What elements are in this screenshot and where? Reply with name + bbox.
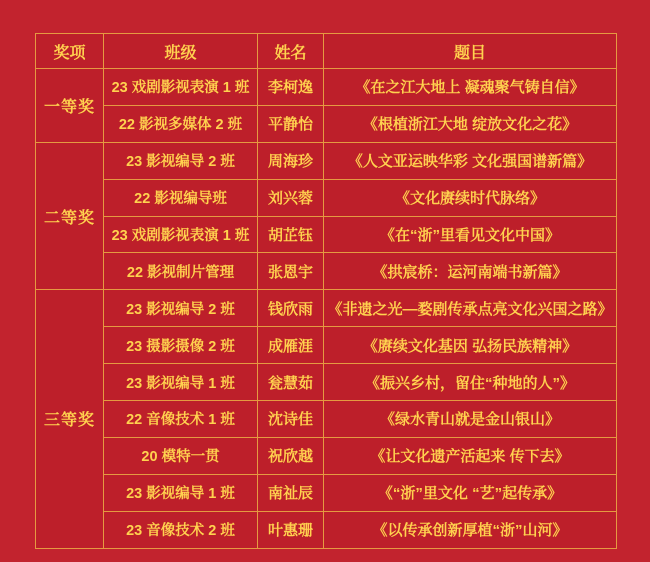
class-cell: 23 戏剧影视表演 1 班 [104,216,258,253]
award-group-second: 二等奖 [36,142,104,290]
title-cell: 《振兴乡村，留住“种地的人”》 [324,364,617,401]
name-cell: 刘兴蓉 [258,179,324,216]
name-cell: 成雁涯 [258,327,324,364]
title-cell: 《让文化遗产活起来 传下去》 [324,437,617,474]
table-row [36,105,617,142]
title-cell: 《以传承创新厚植“浙”山河》 [324,511,617,548]
table-row [36,290,617,327]
header-cell-name: 姓名 [258,34,324,69]
title-cell: 《人文亚运映华彩 文化强国谱新篇》 [324,142,617,179]
class-cell: 22 影视制片管理 [104,253,258,290]
name-cell: 张恩宇 [258,253,324,290]
title-cell: 《在“浙”里看见文化中国》 [324,216,617,253]
table-row [36,474,617,511]
class-cell: 23 影视编导 2 班 [104,142,258,179]
class-cell: 23 戏剧影视表演 1 班 [104,69,258,106]
title-cell: 《文化赓续时代脉络》 [324,179,617,216]
name-cell: 沈诗佳 [258,401,324,438]
name-cell: 叶惠珊 [258,511,324,548]
class-cell: 22 音像技术 1 班 [104,401,258,438]
class-cell: 23 摄影摄像 2 班 [104,327,258,364]
header-cell-title: 题目 [324,34,617,69]
class-cell: 23 影视编导 1 班 [104,364,258,401]
title-cell: 《根植浙江大地 绽放文化之花》 [324,105,617,142]
class-cell: 20 模特一贯 [104,437,258,474]
table-row [36,179,617,216]
table-row [36,401,617,438]
header-row [36,34,617,69]
class-cell: 23 影视编导 1 班 [104,474,258,511]
name-cell: 南祉辰 [258,474,324,511]
title-cell: 《“浙”里文化 “艺”起传承》 [324,474,617,511]
table-row [36,69,617,106]
title-cell: 《拱宸桥：运河南端书新篇》 [324,253,617,290]
table-row [36,437,617,474]
class-cell: 22 影视编导班 [104,179,258,216]
name-cell: 平静怡 [258,105,324,142]
title-cell: 《绿水青山就是金山银山》 [324,401,617,438]
name-cell: 周海珍 [258,142,324,179]
table-row [36,216,617,253]
class-cell: 22 影视多媒体 2 班 [104,105,258,142]
award-group-third: 三等奖 [36,290,104,548]
name-cell: 李柯逸 [258,69,324,106]
title-cell: 《在之江大地上 凝魂聚气铸自信》 [324,69,617,106]
awards-table [35,33,617,549]
name-cell: 瓮慧茹 [258,364,324,401]
title-cell: 《赓续文化基因 弘扬民族精神》 [324,327,617,364]
name-cell: 钱欣雨 [258,290,324,327]
table-row [36,327,617,364]
name-cell: 祝欣越 [258,437,324,474]
table-row [36,511,617,548]
award-group-first: 一等奖 [36,69,104,143]
header-cell-award: 奖项 [36,34,104,69]
name-cell: 胡芷钰 [258,216,324,253]
class-cell: 23 音像技术 2 班 [104,511,258,548]
table-row [36,142,617,179]
table-row [36,364,617,401]
title-cell: 《非遗之光—婺剧传承点亮文化兴国之路》 [324,290,617,327]
header-cell-class: 班级 [104,34,258,69]
table-row [36,253,617,290]
class-cell: 23 影视编导 2 班 [104,290,258,327]
